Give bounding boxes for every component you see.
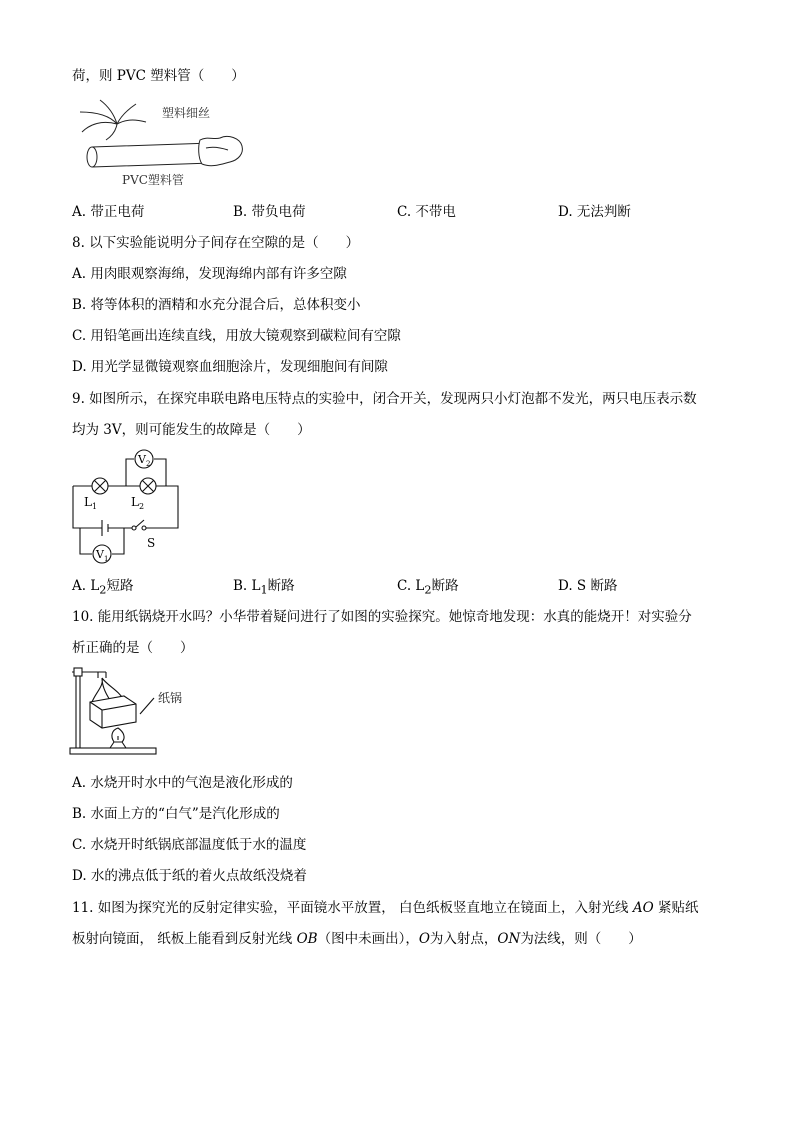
q11-text-2c: 为入射点，: [429, 931, 498, 947]
q9-option-b-tail: 断路: [267, 578, 295, 594]
q7-option-a: A. 带正电荷: [72, 204, 145, 220]
q11-text-1a: 11. 如图为探究光的反射定律实验，平面镜水平放置， 白色纸板竖直地立在镜面上，入射光线: [72, 900, 633, 916]
q11-normal-on: ON: [497, 931, 521, 947]
q10-option-b: B. 水面上方的“白气”是汽化形成的: [72, 806, 280, 822]
q7-stem-tail: 荷，则 PVC 塑料管（ ）: [72, 68, 245, 84]
q9-option-c-sub: 2: [424, 583, 432, 597]
q11-stem-line1: [72, 898, 698, 918]
q9-option-a: [72, 576, 133, 601]
q9-l2-label: L: [131, 495, 139, 509]
q9-option-c-tail: 断路: [431, 578, 459, 594]
q9-v2-label: V: [138, 453, 146, 466]
q9-switch-label: S: [147, 536, 156, 550]
q9-v2-sub: 2: [146, 460, 151, 468]
q9-option-c: [397, 576, 459, 601]
q9-l2-sub: 2: [139, 502, 145, 511]
q11-ray-ob: OB: [296, 931, 318, 947]
q9-option-b: [233, 576, 295, 601]
q9-option-d-text: D. S 断路: [558, 578, 618, 594]
q11-text-2d: 为法线，则（ ）: [520, 931, 642, 947]
q9-stem-line1: 9. 如图所示，在探究串联电路电压特点的实验中，闭合开关，发现两只小灯泡都不发光，两只电压表示数: [72, 391, 697, 407]
q9-option-b-text: B. L: [233, 578, 261, 594]
q10-option-d: D. 水的沸点低于纸的着火点故纸没烧着: [72, 868, 307, 884]
q7-figure: [72, 98, 252, 190]
q7-label-fibers: 塑料细丝: [162, 106, 211, 120]
q9-option-a-sub: 2: [99, 583, 107, 597]
q9-option-a-text: A. L: [72, 578, 100, 594]
q10-option-a: A. 水烧开时水中的气泡是液化形成的: [72, 775, 293, 791]
q9-l1-sub: 1: [92, 502, 98, 511]
q10-paper-pot-figure: [66, 662, 226, 762]
q11-stem-line2: [72, 929, 642, 949]
q11-text-1b: 紧贴纸: [653, 900, 699, 916]
q8-stem: 8. 以下实验能说明分子间存在空隙的是（ ）: [72, 235, 360, 251]
q9-l1-label: L: [84, 495, 92, 509]
q11-ray-ao: AO: [632, 900, 654, 916]
q11-text-2b: （图中未画出），: [317, 931, 419, 947]
q8-option-a: A. 用肉眼观察海绵，发现海绵内部有许多空隙: [72, 266, 347, 282]
q9-v1-label: V: [96, 548, 104, 561]
q11-point-o: O: [418, 931, 430, 947]
q10-stem-line1: 10. 能用纸锅烧开水吗？小华带着疑问进行了如图的实验探究。她惊奇地发现：水真的能烧开！对实验分: [72, 609, 692, 625]
q10-stem-line2: 析正确的是（ ）: [72, 640, 194, 656]
q9-option-b-sub: 1: [260, 583, 268, 597]
q8-option-d: D. 用光学显微镜观察血细胞涂片，发现细胞间有间隙: [72, 359, 388, 375]
q7-label-tube: PVC塑料管: [122, 173, 184, 187]
q7-option-b: B. 带负电荷: [233, 204, 306, 220]
q11-text-2a: 板射向镜面， 纸板上能看到反射光线: [72, 931, 297, 947]
q9-circuit-figure: [66, 446, 182, 572]
q9-option-a-tail: 短路: [106, 578, 134, 594]
q10-option-c: C. 水烧开时纸锅底部温度低于水的温度: [72, 837, 307, 853]
q9-v1-sub: 1: [104, 555, 109, 563]
q10-label-paper-pot: 纸锅: [158, 691, 183, 705]
q9-option-c-text: C. L: [397, 578, 425, 594]
q7-option-d: D. 无法判断: [558, 204, 631, 220]
q8-option-c: C. 用铅笔画出连续直线，用放大镜观察到碳粒间有空隙: [72, 328, 401, 344]
q8-option-b: B. 将等体积的酒精和水充分混合后，总体积变小: [72, 297, 361, 313]
q9-option-d: [558, 576, 617, 596]
q7-option-c: C. 不带电: [397, 204, 456, 220]
q9-stem-line2: 均为 3V，则可能发生的故障是（ ）: [72, 422, 311, 438]
